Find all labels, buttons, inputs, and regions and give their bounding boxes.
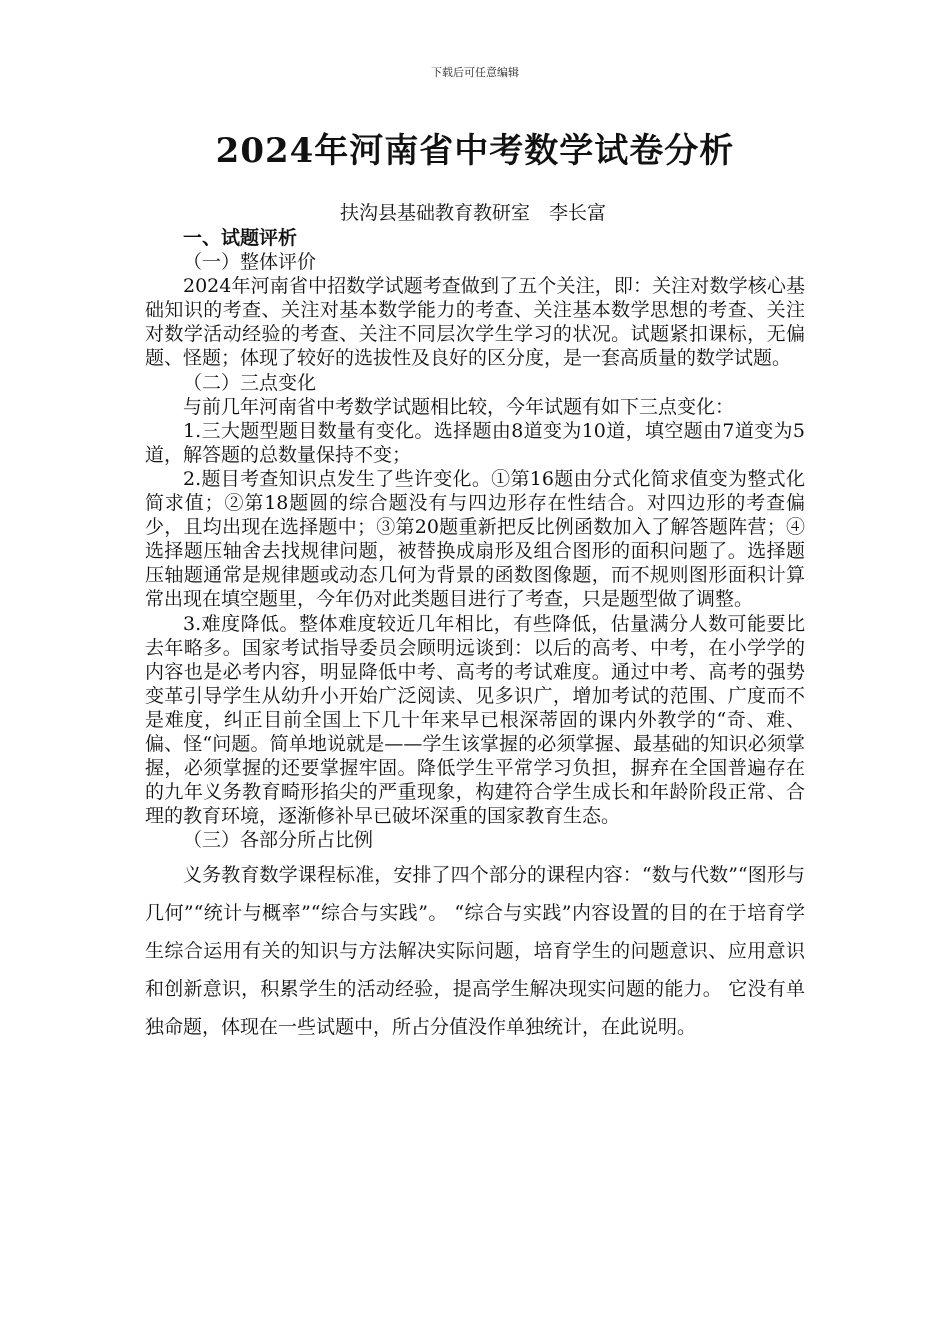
paragraph-overall-evaluation: 2024年河南省中招数学试题考查做到了五个关注，即：关注对数学核心基础知识的考查、关注对基本数学能力的考查、关注基本数学思想的考查、关注对数学活动经验的考查、关注不同层次学生学习的状况。试题紧扣课标，无偏题、怪题；体现了较好的选拔性及良好的区分度，是一套高质量的数学试题。 <box>145 275 805 370</box>
subsection-heading-changes: （二）三点变化 <box>183 371 317 394</box>
paragraph-proportions: 义务教育数学课程标准，安排了四个部分的课程内容：“数与代数”“图形与几何”“统计与概率”“综合与实践”。 “综合与实践”内容设置的目的在于培育学生综合运用有关的知识与方法解决实际问题，培育学生的问题意识、应用意识和创新意识，积累学生的活动经验，提高学生解决现实问题的能力。 它没有单独命题，体现在一些试题中，所占分值没作单独统计，在此说明。 <box>145 864 805 1039</box>
document-title: 2024年河南省中考数学试卷分析 <box>215 131 735 171</box>
subsection-heading-overall: （一）整体评价 <box>183 251 317 274</box>
document-body <box>145 226 805 1046</box>
section-heading-1: 一、试题评析 <box>183 227 298 249</box>
header-note: 下载后可任意编辑 <box>431 66 519 79</box>
subsection-heading-proportions: （三）各部分所占比例 <box>183 829 374 852</box>
document-author: 扶沟县基础教育教研室 李长富 <box>340 202 607 224</box>
paragraph-change-1: 1.三大题型题目数量有变化。选择题由8道变为10道，填空题由7道变为5道，解答题的总数量保持不变； <box>145 419 805 466</box>
paragraph-change-2: 2.题目考查知识点发生了些许变化。①第16题由分式化简求值变为整式化简求值；②第18题圆的综合题没有与四边形存在性结合。对四边形的考查偏少，且均出现在选择题中；③第20题重新把反比例函数加入了解答题阵营；④选择题压轴舍去找规律问题，被替换成扇形及组合图形的面积问题了。选择题压轴题通常是规律题或动态几何为背景的函数图像题，而不规则图形面积计算常出现在填空题里，今年仍对此类题目进行了考查，只是题型做了调整。 <box>145 467 805 611</box>
paragraph-changes-intro: 与前几年河南省中考数学试题相比较，今年试题有如下三点变化： <box>183 395 735 418</box>
paragraph-change-3: 3.难度降低。整体难度较近几年相比，有些降低，估量满分人数可能要比去年略多。国家考试指导委员会顾明远谈到：以后的高考、中考，在小学学的内容也是必考内容，明显降低中考、高考的考试难度。通过中考、高考的强势变革引导学生从幼升小开始广泛阅读、见多识广，增加考试的范围、广度而不是难度，纠正目前全国上下几十年来早已根深蒂固的课内外教学的“奇、难、偏、怪“问题。简单地说就是——学生该掌握的必须掌握、最基础的知识必须掌握，必须掌握的还要掌握牢固。降低学生平常学习负担，摒弃在全国普遍存在的九年义务教育畸形掐尖的严重现象，构建符合学生成长和年龄阶段正常、合理的教育环境，逐渐修补早已破坏深重的国家教育生态。 <box>145 612 805 828</box>
